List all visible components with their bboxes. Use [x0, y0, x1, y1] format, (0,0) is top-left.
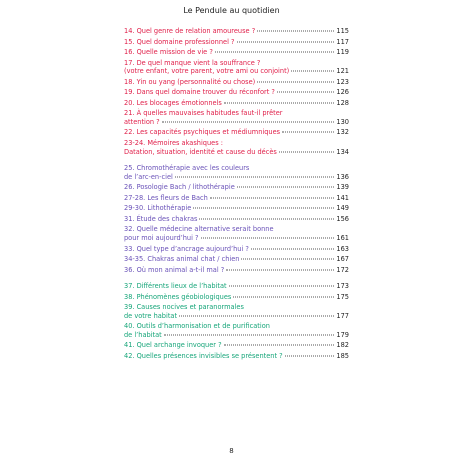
dot-leader	[282, 132, 334, 133]
toc-entry[interactable]	[124, 128, 349, 137]
toc-entry-row	[124, 255, 349, 264]
toc-page-number: 175	[336, 292, 349, 301]
toc-page-number: 179	[336, 330, 349, 339]
toc-entry-title-line: 32. Quelle médecine alternative serait bonne	[124, 225, 274, 234]
toc-entry[interactable]	[124, 352, 349, 361]
toc-page-number: 126	[336, 88, 349, 97]
toc-entry[interactable]	[124, 282, 349, 291]
toc-entry-row	[124, 173, 349, 182]
toc-section	[124, 282, 349, 361]
dot-leader	[226, 269, 334, 270]
toc-page-number: 156	[336, 214, 349, 223]
toc-entry-title: 33. Quel type d’ancrage aujourd’hui ?	[124, 244, 249, 253]
toc-page-number: 136	[336, 172, 349, 181]
toc-entry-title: 42. Quelles présences invisibles se présentent ?	[124, 351, 283, 360]
toc-entry-row	[124, 48, 349, 57]
dot-leader	[164, 334, 335, 335]
toc-entry-title: 18. Yin ou yang (personnalité ou chose)	[124, 77, 256, 86]
dot-leader	[291, 71, 334, 72]
toc-entry-title: pour moi aujourd’hui ?	[124, 234, 199, 243]
toc-entry-title: attention ?	[124, 117, 160, 126]
toc-page-number: 130	[336, 117, 349, 126]
toc-page-number: 123	[336, 77, 349, 86]
dot-leader	[193, 208, 334, 209]
toc-entry[interactable]	[124, 293, 349, 302]
toc-entry-row	[124, 183, 349, 192]
toc-entry[interactable]	[124, 27, 349, 36]
toc-entry-row	[124, 194, 349, 203]
dot-leader	[233, 296, 334, 297]
toc-entry[interactable]	[124, 204, 349, 213]
toc-entry-row	[124, 282, 349, 291]
dot-leader	[199, 218, 334, 219]
toc-page-number: 132	[336, 128, 349, 137]
toc-entry-row	[124, 245, 349, 254]
toc-page-number: 115	[336, 27, 349, 35]
toc-entry[interactable]	[124, 303, 349, 320]
toc-entry-title-line: 17. De quel manque vient la souffrance ?	[124, 58, 261, 67]
dot-leader	[237, 187, 335, 188]
dot-leader	[285, 355, 335, 356]
toc-entry-title-line: 39. Causes nocives et paranormales	[124, 303, 244, 312]
toc-entry[interactable]	[124, 164, 349, 181]
toc-entry-title: de l’habitat	[124, 330, 162, 339]
toc-entry[interactable]	[124, 48, 349, 57]
toc-entry-title: de votre habitat	[124, 311, 178, 320]
toc-entry-title-line: 21. À quelles mauvaises habitudes faut-il prêter	[124, 109, 283, 118]
toc-page-number: 119	[336, 48, 349, 56]
dot-leader	[241, 259, 334, 260]
dot-leader	[257, 31, 334, 32]
toc-entry-title-line: 40. Outils d’harmonisation et de purification	[124, 322, 270, 331]
toc-entry-title: 34-35. Chakras animal chat / chien	[124, 255, 240, 264]
toc-entry-title: 20. Les blocages émotionnels	[124, 98, 222, 107]
toc-entry-title-line: 23-24. Mémoires akashiques :	[124, 138, 223, 147]
toc-entry-row	[124, 331, 349, 340]
toc-page-number: 182	[336, 341, 349, 350]
toc-entry[interactable]	[124, 322, 349, 339]
toc-entry-title: 27-28. Les fleurs de Bach	[124, 193, 208, 202]
toc-page-number: 172	[336, 265, 349, 274]
toc-entry-title: 14. Quel genre de relation amoureuse ?	[124, 27, 256, 35]
toc-entry-title-line: 25. Chromothérapie avec les couleurs	[124, 164, 250, 173]
dot-leader	[162, 121, 335, 122]
toc-entry-title: 31. Étude des chakras	[124, 214, 198, 223]
toc-page-number: 163	[336, 244, 349, 253]
page-number: 8	[229, 447, 234, 455]
toc-entry-row	[124, 27, 349, 36]
toc-entry[interactable]	[124, 225, 349, 242]
toc-page-number: 167	[336, 255, 349, 264]
dot-leader	[175, 176, 335, 177]
toc-entry[interactable]	[124, 255, 349, 264]
toc-entry[interactable]	[124, 245, 349, 254]
toc-entry[interactable]	[124, 139, 349, 156]
toc-entry[interactable]	[124, 266, 349, 275]
toc-entry-title: 38. Phénomènes géobiologiques	[124, 292, 232, 301]
toc-page-number: 121	[336, 67, 349, 76]
toc-entry-row	[124, 293, 349, 302]
toc-entry-row	[124, 118, 349, 127]
toc-page-number: 134	[336, 147, 349, 156]
toc-entry-row	[124, 312, 349, 321]
toc-entry-row	[124, 341, 349, 350]
toc-entry[interactable]	[124, 194, 349, 203]
toc-entry-row	[124, 266, 349, 275]
toc-page-number: 161	[336, 234, 349, 243]
toc-entry-title: 22. Les capacités psychiques et médiumniques	[124, 128, 281, 137]
toc-entry[interactable]	[124, 38, 349, 47]
toc-entry-row	[124, 128, 349, 137]
toc-section	[124, 27, 349, 156]
toc-entry-title: Datation, situation, identité et cause du décès	[124, 147, 277, 156]
toc-entry-title: 29-30. Lithothérapie	[124, 204, 192, 213]
toc-entry-row	[124, 88, 349, 97]
toc-page-number: 173	[336, 282, 349, 291]
toc-entry[interactable]	[124, 183, 349, 192]
dot-leader	[215, 52, 335, 53]
toc-entry-title: 16. Quelle mission de vie ?	[124, 48, 213, 56]
dot-leader	[251, 248, 335, 249]
toc-entry-title: de l’arc-en-ciel	[124, 172, 173, 181]
dot-leader	[237, 41, 335, 42]
toc-entry-row	[124, 204, 349, 213]
toc-entry-row	[124, 78, 349, 87]
toc-entry-row	[124, 352, 349, 361]
dot-leader	[229, 286, 335, 287]
toc-page-number: 149	[336, 204, 349, 213]
toc-entry[interactable]	[124, 215, 349, 224]
toc-page-number: 128	[336, 98, 349, 107]
dot-leader	[201, 238, 335, 239]
toc-entry-row	[124, 67, 349, 76]
toc-entry-row	[124, 38, 349, 47]
toc-entry[interactable]	[124, 78, 349, 87]
dot-leader	[210, 197, 335, 198]
toc-entry[interactable]	[124, 99, 349, 108]
running-head: Le Pendule au quotidien	[183, 6, 280, 15]
toc-entry-title: 15. Quel domaine professionnel ?	[124, 37, 235, 46]
toc-entry-row	[124, 148, 349, 157]
toc-entry-title: 19. Dans quel domaine trouver du réconfort ?	[124, 88, 275, 97]
toc-entry-row	[124, 234, 349, 243]
dot-leader	[224, 102, 335, 103]
dot-leader	[279, 151, 335, 152]
dot-leader	[224, 345, 335, 346]
toc-entry-row	[124, 215, 349, 224]
dot-leader	[179, 315, 334, 316]
toc-entry-title: 37. Différents lieux de l’habitat	[124, 282, 227, 291]
toc-entry[interactable]	[124, 88, 349, 97]
toc-page-number: 141	[336, 193, 349, 202]
toc-entry-title: 36. Où mon animal a-t-il mal ?	[124, 265, 225, 274]
table-of-contents	[124, 27, 349, 362]
toc-page-number: 177	[336, 311, 349, 320]
toc-section	[124, 164, 349, 274]
toc-entry[interactable]	[124, 59, 349, 76]
toc-entry[interactable]	[124, 109, 349, 126]
toc-entry[interactable]	[124, 341, 349, 350]
toc-page-number: 117	[336, 37, 349, 46]
toc-entry-row	[124, 99, 349, 108]
dot-leader	[257, 81, 334, 82]
toc-entry-title: (votre enfant, votre parent, votre ami ou conjoint)	[124, 67, 290, 76]
toc-entry-title: 41. Quel archange invoquer ?	[124, 341, 222, 350]
toc-entry-title: 26. Posologie Bach / lithothérapie	[124, 183, 235, 192]
dot-leader	[277, 92, 335, 93]
toc-page-number: 139	[336, 183, 349, 192]
toc-page-number: 185	[336, 351, 349, 360]
